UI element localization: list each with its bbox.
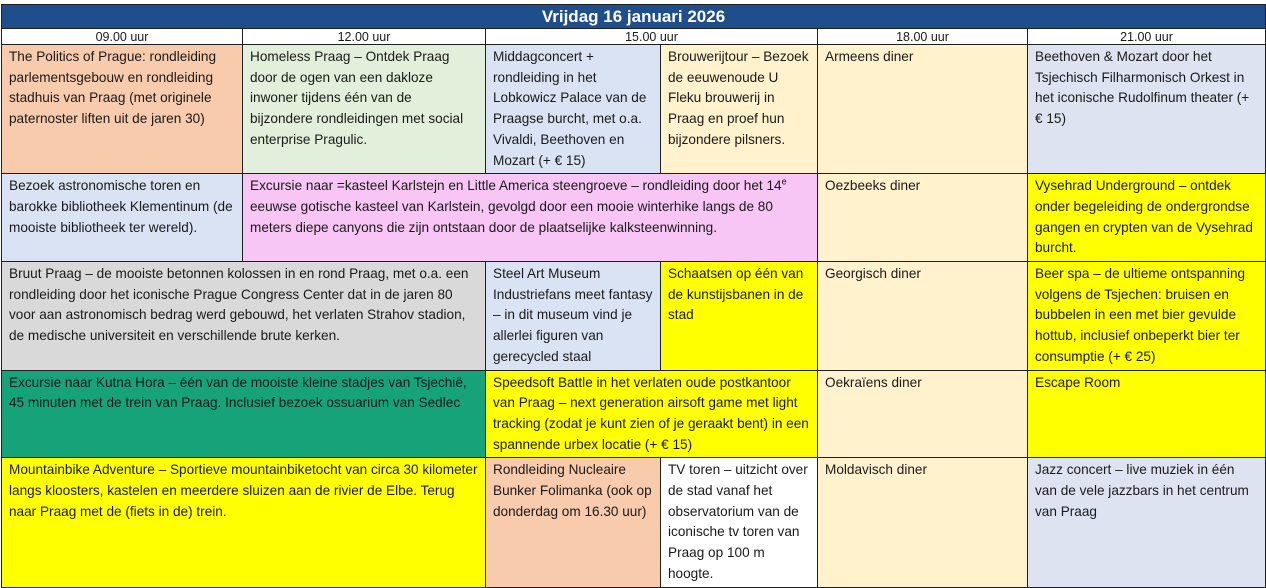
dinner-cell: Armeens diner: [818, 45, 1028, 174]
page-title: Vrijdag 16 januari 2026: [2, 5, 1266, 29]
activity-cell: Middagconcert + rondleiding in het Lobkowicz Palace van de Praagse burcht, met o.a. Vivaldi, Beethoven en Mozart (+ € 15): [486, 45, 661, 174]
schedule-row-2: [2, 174, 1266, 262]
activity-cell: Jazz concert – live muziek in één van de vele jazzbars in het centrum van Praag: [1028, 458, 1266, 587]
dinner-cell: Georgisch diner: [818, 262, 1028, 371]
time-header-2100: 21.00 uur: [1028, 29, 1266, 45]
activity-cell: Bruut Praag – de mooiste betonnen kolossen in en rond Praag, met o.a. een rondleiding door het iconische Prague Congress Center dat in de jaren 80 voor aan astronomisch bedrag werd gebouwd, het verlaten Strahov stadion, de medische universiteit en verschillende brute kerken.: [2, 262, 486, 371]
title-row: [2, 5, 1266, 29]
activity-cell: Beer spa – de ultieme ontspanning volgens de Tsjechen: bruisen en bubbelen in een met bier gevulde hottub, inclusief onbeperkt bier ter consumptie (+ € 25): [1028, 262, 1266, 371]
activity-cell: Steel Art Museum Industriefans meet fantasy – in dit museum vind je allerlei figuren van gerecycled staal: [486, 262, 661, 371]
time-header-1500: 15.00 uur: [486, 29, 818, 45]
activity-cell: Excursie naar Kutna Hora – één van de mooiste kleine stadjes van Tsjechië, 45 minuten met de trein van Praag. Inclusief bezoek ossuarium van Sedlec: [2, 370, 486, 458]
schedule-row-3: [2, 262, 1266, 371]
activity-cell: Speedsoft Battle in het verlaten oude postkantoor van Praag – next generation airsoft game met light tracking (zodat je kunt zien of je geraakt bent) in een spannende urbex locatie (+ € 15): [486, 370, 818, 458]
activity-text: Excursie naar =kasteel Karlstejn en Little America steengroeve – rondleiding door het 14: [250, 178, 782, 194]
ordinal-superscript: e: [781, 176, 787, 187]
activity-cell-karlstejn: [243, 174, 818, 262]
activity-cell: Rondleiding Nucleaire Bunker Folimanka (ook op donderdag om 16.30 uur): [486, 458, 661, 587]
activity-cell: Bezoek astronomische toren en barokke bibliotheek Klementinum (de mooiste bibliotheek ter wereld).: [2, 174, 243, 262]
activity-cell: Beethoven & Mozart door het Tsjechisch Filharmonisch Orkest in het iconische Rudolfinum theater (+ € 15): [1028, 45, 1266, 174]
schedule-row-4: [2, 370, 1266, 458]
time-header-1200: 12.00 uur: [243, 29, 486, 45]
activity-cell: Vysehrad Underground – ontdek onder begeleiding de ondergrondse gangen en crypten van de Vysehrad burcht.: [1028, 174, 1266, 262]
activity-cell: Mountainbike Adventure – Sportieve mountainbiketocht van circa 30 kilometer langs kloosters, kastelen en meerdere sluizen aan de rivier de Elbe. Terug naar Praag met de (fiets in de) trein.: [2, 458, 486, 587]
time-header-0900: 09.00 uur: [2, 29, 243, 45]
activity-text: eeuwse gotische kasteel van Karlstein, gevolgd door een mooie winterhike langs de 80 meters diepe canyons die zijn ontstaan door de plaatselijke kalksteenwinning.: [250, 198, 773, 235]
activity-cell: The Politics of Prague: rondleiding parlementsgebouw en rondleiding stadhuis van Praag (met originele paternoster liften uit de jaren 30): [2, 45, 243, 174]
schedule-table: [1, 4, 1266, 588]
time-header-row: [2, 29, 1266, 45]
dinner-cell: Moldavisch diner: [818, 458, 1028, 587]
dinner-cell: Oezbeeks diner: [818, 174, 1028, 262]
activity-cell: Brouwerijtour – Bezoek de eeuwenoude U Fleku brouwerij in Praag en proef hun bijzondere pilsners.: [661, 45, 818, 174]
activity-cell: Schaatsen op één van de kunstijsbanen in de stad: [661, 262, 818, 371]
schedule-row-1: [2, 45, 1266, 174]
activity-cell: Escape Room: [1028, 370, 1266, 458]
activity-cell: TV toren – uitzicht over de stad vanaf het observatorium van de iconische tv toren van Praag op 100 m hoogte.: [661, 458, 818, 587]
dinner-cell: Oekraïens diner: [818, 370, 1028, 458]
activity-cell: Homeless Praag – Ontdek Praag door de ogen van een dakloze inwoner tijdens één van de bijzondere rondleidingen met social enterprise Pragulic.: [243, 45, 486, 174]
time-header-1800: 18.00 uur: [818, 29, 1028, 45]
schedule-row-5: [2, 458, 1266, 587]
